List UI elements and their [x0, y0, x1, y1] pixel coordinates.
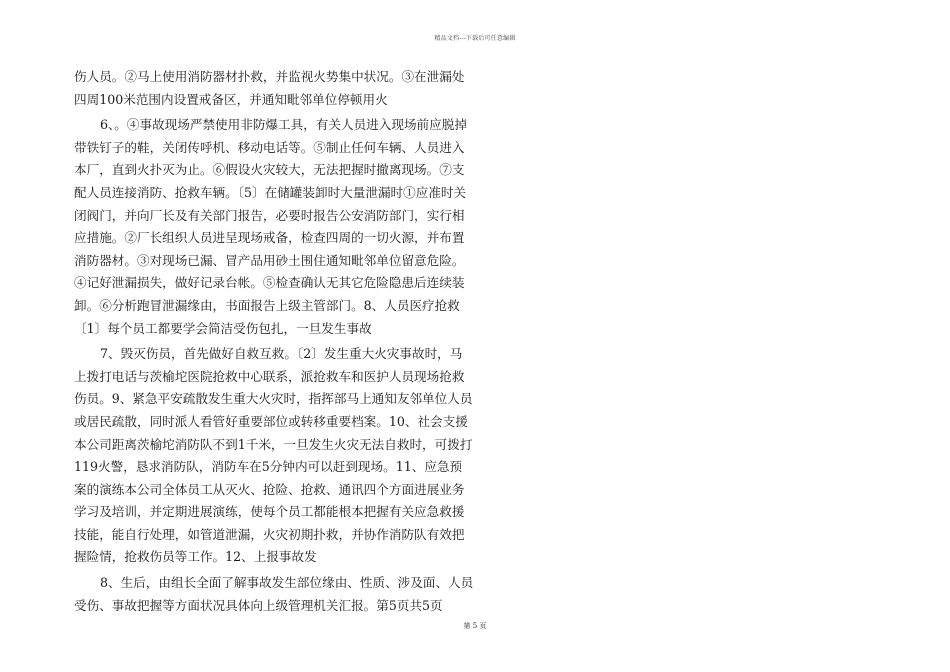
body-text — [74, 66, 474, 620]
page-header: 精品文档---下载后可任意编辑 — [434, 35, 516, 42]
paragraph: 6、。④事故现场严禁使用非防爆工具，有关人员进入现场前应脱掉带铁钉子的鞋，关闭传呼机、移动电话等。⑤制止任何车辆、人员进入本厂，直到火扑灭为止。⑥假设火灾较大，无法把握时撤离现场。⑦支配人员连接消防、抢救车辆。〔5〕在储罐装卸时大量泄漏时①应准时关闭阀门，并向厂长及有关部门报告，必要时报告公安消防部门，实行相应措施。②厂长组织人员进呈现场戒备，检查四周的一切火源，并布置消防器材。③对现场已漏、冒产品用砂土围住通知毗邻单位留意危险。④记好泄漏损失，做好记录台帐。⑤检查确认无其它危险隐患后连续装卸。⑥分析跑冒泄漏缘由，书面报告上级主管部门。8、人员医疗抢救〔1〕每个员工都要学会简洁受伤包扎，一旦发生事故 — [74, 117, 467, 336]
paragraph: 7、毁灭伤员，首先做好自救互救。〔2〕发生重大火灾事故时，马上拨打电话与茨榆坨医院抢救中心联系，派抢救车和医护人员现场抢救伤员。9、紧急平安疏散发生重大火灾时，指挥部马上通知友邻单位人员或居民疏散，同时派人看管好重要部位或转移重要档案。10、社会支援本公司距离茨榆坨消防队不到1千米，一旦发生火灾无法自救时，可拨打119火警，恳求消防队，消防车在5分钟内可以赶到现场。11、应急预案的演练本公司全体员工从灭火、抢险、抢救、通讯四个方面进展业务学习及培训，并定期进展演练，使每个员工都能根本把握有关应急救援技能，能自行处理，如管道泄漏，火灾初期扑救，并协作消防队有效把握险情，抢救伤员等工作。12、上报事故发 — [74, 346, 473, 565]
page-number: 第 5 页 — [463, 622, 487, 630]
paragraph: 8、生后，由组长全面了解事故发生部位缘由、性质、涉及面、人员受伤、事故把握等方面状况具体向上级管理机关汇报。第5页共5页 — [74, 575, 474, 613]
paragraph: 伤人员。②马上使用消防器材扑救，并监视火势集中状况。③在泄漏处四周100米范围内设置戒备区，并通知毗邻单位停顿用火 — [74, 69, 465, 107]
